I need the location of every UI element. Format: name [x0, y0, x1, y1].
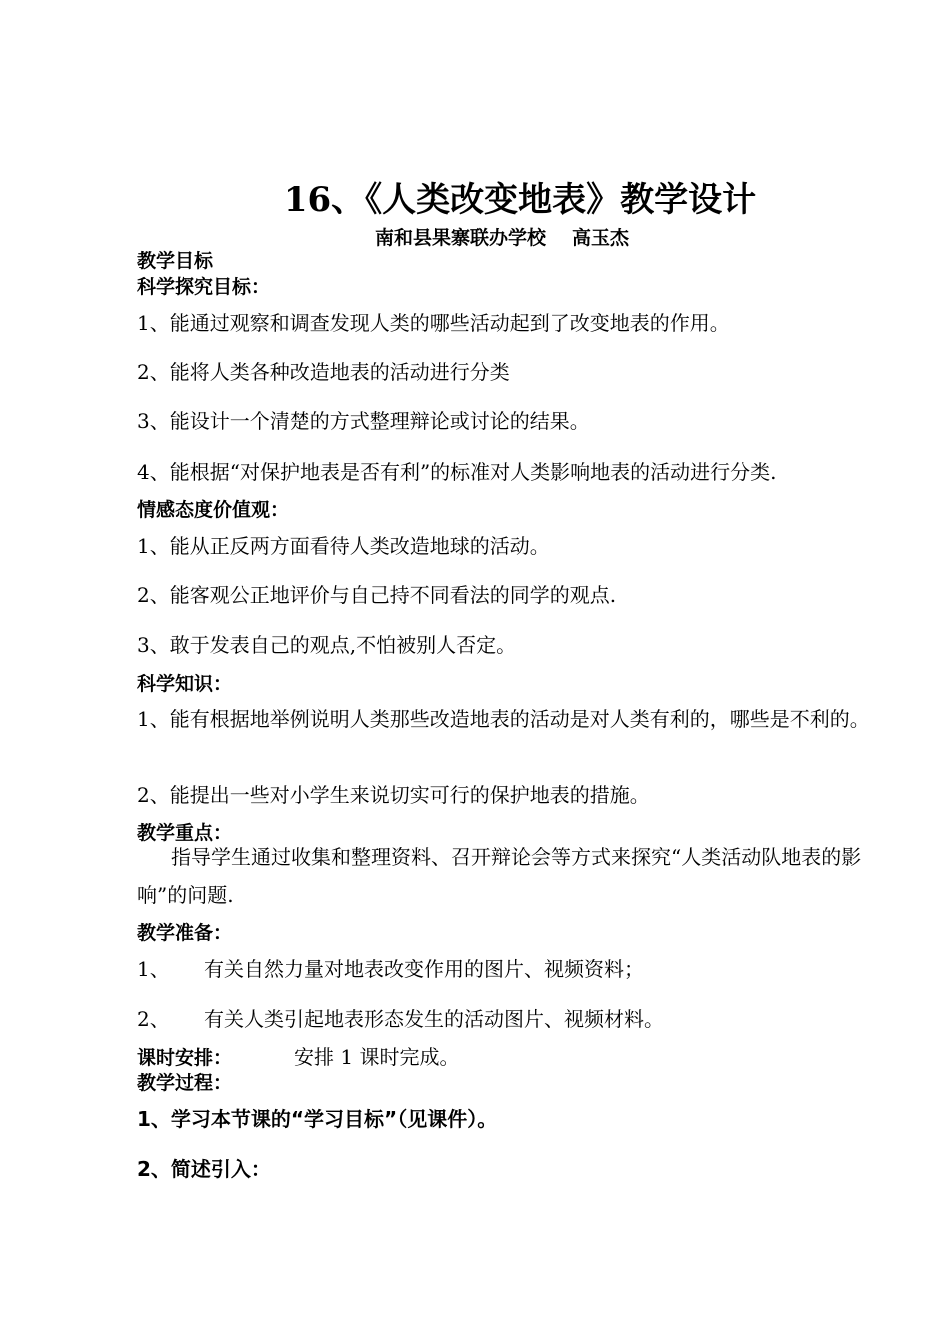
author-name: 高玉杰 [572, 227, 630, 249]
prep-item-number: 1、 [137, 957, 170, 981]
inquiry-item: 2、能将人类各种改造地表的活动进行分类 [137, 360, 510, 384]
attitude-item: 1、能从正反两方面看待人类改造地球的活动。 [137, 534, 550, 558]
knowledge-item: 1、能有根据地举例说明人类那些改造地表的活动是对人类有利的，哪些是不利的。 [137, 707, 870, 731]
knowledge-heading: 科学知识： [137, 673, 233, 695]
prep-item [137, 1006, 664, 1032]
attitude-heading: 情感态度价值观： [137, 499, 290, 521]
document-title: 16、《人类改变地表》教学设计 [283, 180, 757, 220]
attitude-item: 2、能客观公正地评价与自己持不同看法的同学的观点. [137, 583, 617, 607]
teaching-goals-heading: 教学目标 [137, 250, 214, 272]
author-school: 南和县果寨联办学校 [375, 227, 547, 249]
schedule-line [137, 1044, 459, 1071]
attitude-item: 3、敢于发表自己的观点,不怕被别人否定。 [137, 633, 517, 657]
inquiry-item: 1、能通过观察和调查发现人类的哪些活动起到了改变地表的作用。 [137, 311, 730, 335]
prep-heading: 教学准备： [137, 922, 233, 944]
prep-item [137, 956, 644, 982]
prep-item-text: 有关自然力量对地表改变作用的图片、视频资料； [204, 957, 644, 981]
process-item: 1、学习本节课的“学习目标”（见课件）。 [137, 1107, 498, 1131]
inquiry-item: 4、能根据“对保护地表是否有利”的标准对人类影响地表的活动进行分类. [137, 460, 777, 484]
prep-item-text: 有关人类引起地表形态发生的活动图片、视频材料。 [204, 1007, 664, 1031]
knowledge-item: 2、能提出一些对小学生来说切实可行的保护地表的措施。 [137, 783, 650, 807]
inquiry-goals-heading: 科学探究目标： [137, 276, 271, 298]
author-line [375, 226, 629, 250]
process-heading: 教学过程： [137, 1072, 233, 1094]
inquiry-item: 3、能设计一个清楚的方式整理辩论或讨论的结果。 [137, 409, 590, 433]
prep-item-number: 2、 [137, 1007, 170, 1031]
schedule-text: 安排 1 课时完成。 [294, 1045, 460, 1069]
process-item: 2、简述引入： [137, 1157, 271, 1181]
focus-text: 指导学生通过收集和整理资料、召开辩论会等方式来探究“人类活动队地表的影响”的问题. [137, 845, 862, 907]
focus-heading: 教学重点： [137, 822, 233, 844]
schedule-label: 课时安排： [137, 1047, 233, 1069]
